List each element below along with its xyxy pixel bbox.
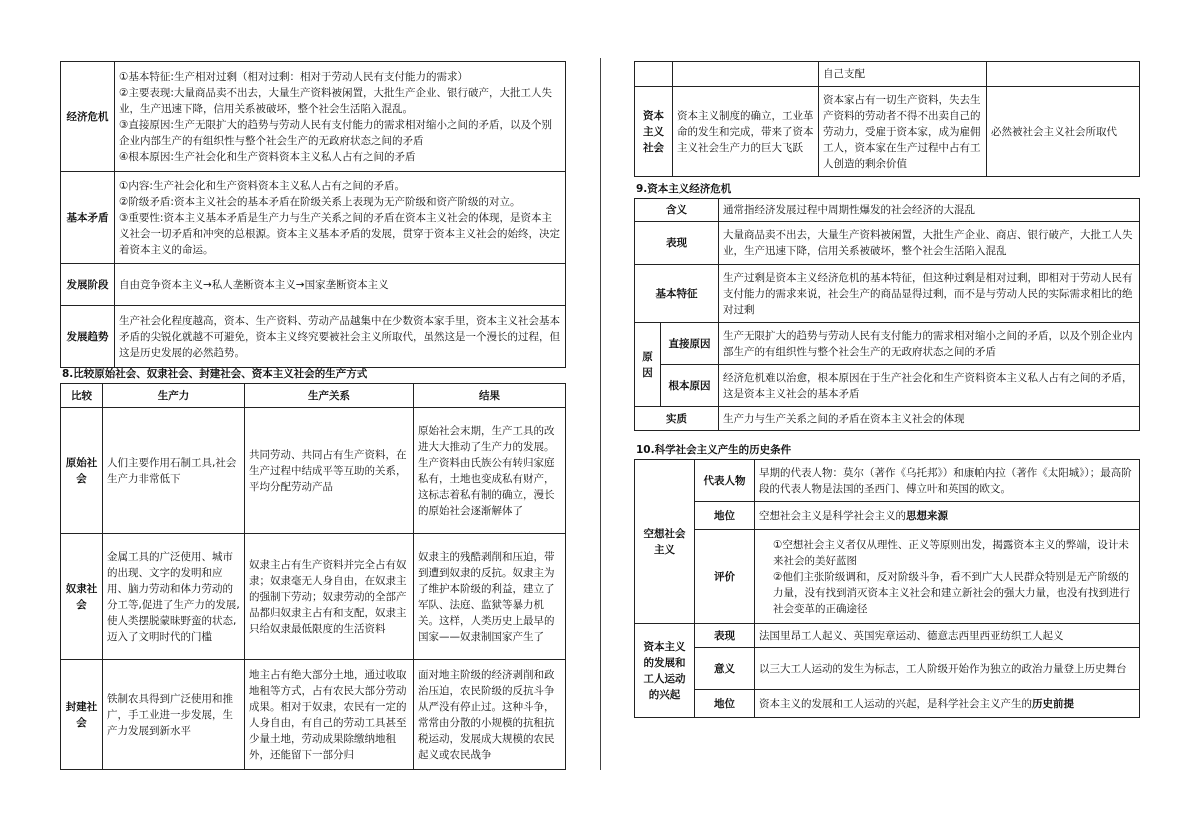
sig-cell: 以三大工人运动的发生为标志，工人阶级开始作为独立的政治力量登上历史舞台: [755, 648, 1140, 690]
society-cell: 封建社会: [61, 660, 103, 770]
pos-bold: 思想来源: [906, 509, 948, 522]
pos-label: 地位: [695, 502, 755, 530]
column-header: 结果: [414, 384, 566, 408]
table-header-row: [61, 384, 566, 408]
text-line: ②阶级矛盾:资本主义社会的基本矛盾在阶级关系上表现为无产阶级和资产阶级的对立。: [119, 195, 521, 208]
table-row: [61, 62, 566, 172]
text-line: ②主要表现:大量商品卖不出去，大量生产资料被闲置，大批生产企业、银行破产，大批工人失业，生产迅速下降，信用关系被破坏，整个社会生活陷入混乱。: [119, 86, 552, 115]
history-table: [634, 459, 1140, 718]
table-row: [635, 648, 1140, 690]
society-cell: 奴隶社会: [61, 534, 103, 660]
table-row: [635, 690, 1140, 718]
eval-cell: [755, 530, 1140, 624]
row-header: 经济危机: [61, 62, 115, 172]
relations-cell: 自己支配: [819, 62, 987, 87]
sig-label: 意义: [695, 648, 755, 690]
row-content: 生产社会化程度越高，资本、生产资料、劳动产品越集中在少数资本家手里，资本主义社会基本矛盾的尖锐化就越不可避免，资本主义终究要被社会主义所取代，虽然这是一个漫长的过程，但这是历史发展的必然趋势。: [115, 306, 566, 368]
table-row: [635, 407, 1140, 431]
text-line: ①基本特征:生产相对过剩（相对过剩：相对于劳动人民有支付能力的需求）: [119, 70, 468, 83]
pos-text: 空想社会主义是科学社会主义的: [759, 509, 906, 522]
eval-line-1: ①空想社会主义者仅从理性、正义等原则出发，揭露资本主义的弊端，设计未来社会的美好蓝图: [773, 538, 1129, 567]
table-row: [635, 265, 1140, 323]
crisis-table: [634, 198, 1140, 431]
direct-cause-label: 直接原因: [661, 323, 719, 365]
productivity-cell: 人们主要作用石制工具,社会生产力非常低下: [103, 408, 245, 534]
table-row: [635, 222, 1140, 265]
table-row: [61, 172, 566, 264]
pos2-text: 资本主义的发展和工人运动的兴起，是科学社会主义产生的: [759, 697, 1032, 710]
empty-cell: [673, 62, 819, 87]
rep-cell: 早期的代表人物：莫尔（著作《乌托邦》）和康帕内拉（著作《太阳城》）；最高阶段的代表人物是法国的圣西门、傅立叶和英国的欧文。: [755, 460, 1140, 502]
right-top-table: [634, 61, 1140, 177]
column-header: 生产关系: [245, 384, 414, 408]
eval-label: 评价: [695, 530, 755, 624]
table-row: [635, 460, 1140, 502]
result-cell: 原始社会末期，生产工具的改进大大推动了生产力的发展。生产资料由氏族公有转归家庭私有，土地也变成私有财产，这标志着私有制的确立，漫长的原始社会逐渐解体了: [414, 408, 566, 534]
manifest-label: 表现: [635, 222, 719, 265]
dev-label: 资本主义的发展和工人运动的兴起: [635, 624, 695, 718]
manifest-cell: 大量商品卖不出去，大量生产资料被闲置，大批生产企业、商店、银行破产，大批工人失业，生产迅速下降，信用关系被破坏，整个社会生活陷入混乱: [719, 222, 1140, 265]
table-row: [635, 530, 1140, 624]
utopia-label: 空想社会主义: [635, 460, 695, 624]
result-cell: 必然被社会主义社会所取代: [987, 87, 1140, 177]
table-row: [635, 624, 1140, 648]
show-cell: 法国里昂工人起义、英国宪章运动、德意志西里西亚纺织工人起义: [755, 624, 1140, 648]
compare-table: [60, 383, 566, 770]
table-row: [635, 502, 1140, 530]
rep-label: 代表人物: [695, 460, 755, 502]
row-header: 发展阶段: [61, 264, 115, 306]
direct-cause-cell: 生产无限扩大的趋势与劳动人民有支付能力的需求相对缩小之间的矛盾，以及个别企业内部生产的有组织性与整个社会生产的无政府状态之间的矛盾: [719, 323, 1140, 365]
row-content: [115, 62, 566, 172]
table-row: [61, 264, 566, 306]
pos2-label: 地位: [695, 690, 755, 718]
left-top-table: [60, 61, 566, 368]
row-header: 发展趋势: [61, 306, 115, 368]
table-row: [61, 306, 566, 368]
text-line: ③重要性:资本主义基本矛盾是生产力与生产关系之间的矛盾在资本主义社会的体现，是资本主义社会一切矛盾和冲突的总根源。资本主义基本矛盾的发展，贯穿于资本主义社会的始终，决定着资本主义的命运。: [119, 211, 560, 256]
productivity-cell: 金属工具的广泛使用、城市的出现、文字的发明和应用、脑力劳动和体力劳动的分工等,促进了生产力的发展,使人类摆脱蒙昧野蛮的状态,迈入了文明时代的门槛: [103, 534, 245, 660]
pos-cell: [755, 502, 1140, 530]
root-cause-cell: 经济危机难以治愈，根本原因在于生产社会化和生产资料资本主义私人占有之间的矛盾，这是资本主义社会的基本矛盾: [719, 365, 1140, 407]
row-content: 自由竞争资本主义→私人垄断资本主义→国家垄断资本主义: [115, 264, 566, 306]
table-row: [61, 660, 566, 770]
show-label: 表现: [695, 624, 755, 648]
productivity-cell: 资本主义制度的确立，工业革命的发生和完成，带来了资本主义社会生产力的巨大飞跃: [673, 87, 819, 177]
productivity-cell: 铁制农具得到广泛使用和推广，手工业进一步发展，生产力发展到新水平: [103, 660, 245, 770]
meaning-label: 含义: [635, 199, 719, 222]
eval-line-2: ②他们主张阶级调和，反对阶级斗争，看不到广大人民群众特别是无产阶级的力量，没有找到消灭资本主义社会和建立新社会的强大力量，也没有找到进行社会变革的正确途径: [773, 570, 1130, 615]
row-content: [115, 172, 566, 264]
table-row: [635, 365, 1140, 407]
pos2-bold: 历史前提: [1032, 697, 1074, 710]
meaning-cell: 通常指经济发展过程中周期性爆发的社会经济的大混乱: [719, 199, 1140, 222]
essence-cell: 生产力与生产关系之间的矛盾在资本主义社会的体现: [719, 407, 1140, 431]
table-row: [61, 534, 566, 660]
essence-label: 实质: [635, 407, 719, 431]
section-9-title: 9.资本主义经济危机: [636, 183, 732, 195]
result-cell: 面对地主阶级的经济剥削和政治压迫，农民阶级的反抗斗争从严没有停止过。这种斗争，常常由分散的小规模的抗租抗税运动，发展成大规模的农民起义或农民战争: [414, 660, 566, 770]
text-line: ④根本原因:生产社会化和生产资料资本主义私人占有之间的矛盾: [119, 150, 416, 163]
table-row: [635, 199, 1140, 222]
row-header: 基本矛盾: [61, 172, 115, 264]
society-cell: 原始社会: [61, 408, 103, 534]
table-row: [635, 323, 1140, 365]
column-header: 比较: [61, 384, 103, 408]
table-row: [635, 62, 1140, 87]
relations-cell: 共同劳动、共同占有生产资料，在生产过程中结成平等互助的关系，平均分配劳动产品: [245, 408, 414, 534]
cause-label: 原因: [635, 323, 661, 407]
text-line: ③直接原因:生产无限扩大的趋势与劳动人民有支付能力的需求相对缩小之间的矛盾，以及个别企业内部生产的有组织性与整个社会生产的无政府状态之间的矛盾: [119, 118, 552, 147]
section-8-title: 8.比较原始社会、奴隶社会、封建社会、资本主义社会的生产方式: [62, 368, 368, 380]
root-cause-label: 根本原因: [661, 365, 719, 407]
relations-cell: 地主占有绝大部分土地，通过收取地租等方式，占有农民大部分劳动成果。相对于奴隶，农民有一定的人身自由，有自己的劳动工具甚至少量土地，劳动成果除缴纳地租外，还能留下一部分归: [245, 660, 414, 770]
society-cell: 资本主义社会: [635, 87, 673, 177]
empty-cell: [987, 62, 1140, 87]
feature-cell: 生产过剩是资本主义经济危机的基本特征，但这种过剩是相对过剩，即相对于劳动人民有支付能力的需求来说，社会生产的商品显得过剩，而不是与劳动人民的实际需求相比的绝对过剩: [719, 265, 1140, 323]
table-row: [635, 87, 1140, 177]
table-row: [61, 408, 566, 534]
column-header: 生产力: [103, 384, 245, 408]
result-cell: 奴隶主的残酷剥削和压迫，带到遭到奴隶的反抗。奴隶主为了维护本阶级的利益，建立了军队、法庭、监狱等暴力机关。这样，人类历史上最早的国家——奴隶制国家产生了: [414, 534, 566, 660]
feature-label: 基本特征: [635, 265, 719, 323]
empty-cell: [635, 62, 673, 87]
relations-cell: 奴隶主占有生产资料并完全占有奴隶；奴隶毫无人身自由，在奴隶主的强制下劳动；奴隶劳动的全部产品都归奴隶主占有和支配，奴隶主只给奴隶最低限度的生活资料: [245, 534, 414, 660]
column-divider: [600, 58, 601, 770]
pos2-cell: [755, 690, 1140, 718]
text-line: ①内容:生产社会化和生产资料资本主义私人占有之间的矛盾。: [119, 179, 405, 192]
relations-cell: 资本家占有一切生产资料，失去生产资料的劳动者不得不出卖自己的劳动力，受雇于资本家，成为雇佣工人，资本家在生产过程中占有工人创造的剩余价值: [819, 87, 987, 177]
section-10-title: 10.科学社会主义产生的历史条件: [636, 444, 792, 456]
